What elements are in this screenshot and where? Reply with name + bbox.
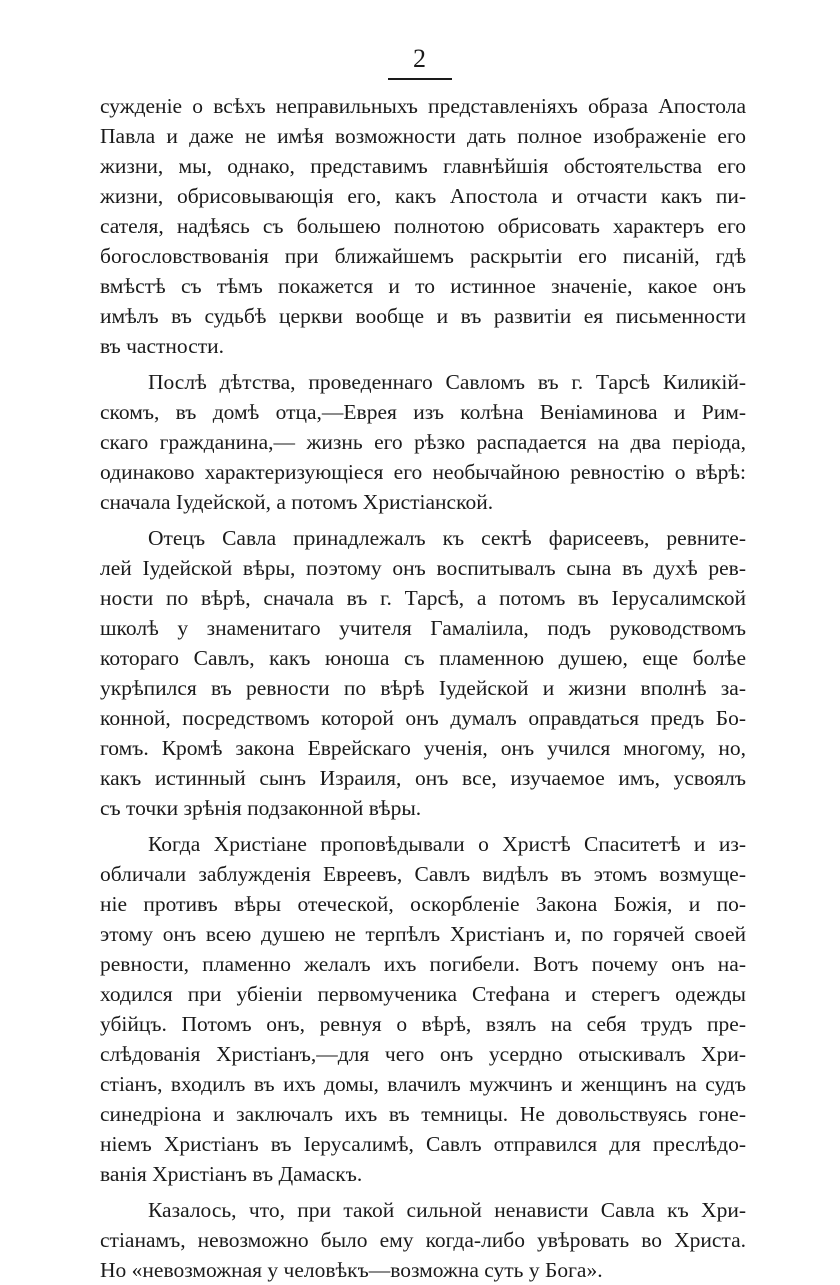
text-line: скомъ, въ домѣ отца,—Еврея изъ колѣна Веніаминова и Рим- bbox=[100, 400, 746, 424]
text-line: ніемъ Христіанъ въ Іерусалимѣ, Савлъ отправился для преслѣдо- bbox=[100, 1132, 746, 1156]
text-line: жизни, мы, однако, представимъ главнѣйшія обстоятельства его bbox=[100, 154, 746, 178]
text-line: конной, посредствомъ которой онъ думалъ оправдаться предъ Бо- bbox=[100, 706, 746, 730]
text-line: этому онъ всею душею не терпѣлъ Христіанъ и, по горячей своей bbox=[100, 922, 746, 946]
page-number-rule bbox=[388, 78, 452, 80]
text-line: ніе противъ вѣры отеческой, оскорбленіе Закона Божія, и по- bbox=[100, 892, 746, 916]
text-line: Павла и даже не имѣя возможности дать полное изображеніе его bbox=[100, 124, 746, 148]
paragraph-3 bbox=[100, 523, 746, 823]
paragraph-5 bbox=[100, 1195, 746, 1285]
text-line: сначала Іудейской, а потомъ Христіанской. bbox=[100, 490, 494, 514]
paragraph-1 bbox=[100, 91, 746, 361]
text-line: въ частности. bbox=[100, 334, 225, 358]
text-line: сужденіе о всѣхъ неправильныхъ представленіяхъ образа Апостола bbox=[100, 94, 746, 118]
paragraph-2 bbox=[100, 367, 746, 517]
text-line: школѣ у знаменитаго учителя Гамаліила, подъ руководствомъ bbox=[100, 616, 746, 640]
text-line: синедріона и заключалъ ихъ въ темницы. Не довольствуясь гоне- bbox=[100, 1102, 746, 1126]
text-line: Когда Христіане проповѣдывали о Христѣ Спаситетѣ и из- bbox=[148, 832, 746, 856]
text-line: ревности, пламенно желалъ ихъ погибели. Вотъ почему онъ на- bbox=[100, 952, 746, 976]
text-line: гомъ. Кромѣ закона Еврейскаго ученія, онъ учился многому, но, bbox=[100, 736, 746, 760]
text-line: слѣдованія Христіанъ,—для чего онъ усердно отыскивалъ Хри- bbox=[100, 1042, 746, 1066]
text-line: имѣлъ въ судьбѣ церкви вообще и въ развитіи ея письменности bbox=[100, 304, 746, 328]
text-line: котораго Савлъ, какъ юноша съ пламенною душею, еще болѣе bbox=[100, 646, 746, 670]
body-text bbox=[100, 91, 746, 1285]
text-line: ванія Христіанъ въ Дамаскъ. bbox=[100, 1162, 363, 1186]
paragraph-4 bbox=[100, 829, 746, 1189]
text-line: какъ истинный сынъ Израиля, онъ все, изучаемое имъ, усвоялъ bbox=[100, 766, 746, 790]
text-line: Отецъ Савла принадлежалъ къ сектѣ фарисеевъ, ревните- bbox=[148, 526, 746, 550]
text-line: скаго гражданина,— жизнь его рѣзко распадается на два періода, bbox=[100, 430, 746, 454]
text-line: одинаково характеризующіеся его необычайною ревностію о вѣрѣ: bbox=[100, 460, 746, 484]
text-line: Но «невозможная у человѣкъ—возможна суть у Бога». bbox=[100, 1258, 603, 1282]
text-line: богословствованія при ближайшемъ раскрытіи его писаній, гдѣ bbox=[100, 244, 746, 268]
text-line: обличали заблужденія Евреевъ, Савлъ видѣлъ въ этомъ возмуще- bbox=[100, 862, 746, 886]
text-line: стіанамъ, невозможно было ему когда-либо увѣровать во Христа. bbox=[100, 1228, 746, 1252]
text-line: убійцъ. Потомъ онъ, ревнуя о вѣрѣ, взялъ на себя трудъ пре- bbox=[100, 1012, 746, 1036]
text-line: ходился при убіеніи первомученика Стефана и стерегъ одежды bbox=[100, 982, 746, 1006]
page-number: 2 bbox=[413, 44, 427, 73]
text-line: вмѣстѣ съ тѣмъ покажется и то истинное значеніе, какое онъ bbox=[100, 274, 746, 298]
text-line: съ точки зрѣнія подзаконной вѣры. bbox=[100, 796, 422, 820]
text-line: сателя, надѣясь съ большею полнотою обрисовать характеръ его bbox=[100, 214, 746, 238]
text-line: укрѣпился въ ревности по вѣрѣ Іудейской и жизни вполнѣ за- bbox=[100, 676, 746, 700]
text-line: Казалось, что, при такой сильной ненависти Савла къ Хри- bbox=[148, 1198, 746, 1222]
text-line: лей Іудейской вѣры, поэтому онъ воспитывалъ сына въ духѣ рев- bbox=[100, 556, 746, 580]
text-line: Послѣ дѣтства, проведеннаго Савломъ въ г. Тарсѣ Киликій- bbox=[148, 370, 746, 394]
text-line: ности по вѣрѣ, сначала въ г. Тарсѣ, а потомъ въ Іерусалимской bbox=[100, 586, 746, 610]
text-line: жизни, обрисовывающія его, какъ Апостола и отчасти какъ пи- bbox=[100, 184, 746, 208]
text-line: стіанъ, входилъ въ ихъ домы, влачилъ мужчинъ и женщинъ на судъ bbox=[100, 1072, 746, 1096]
